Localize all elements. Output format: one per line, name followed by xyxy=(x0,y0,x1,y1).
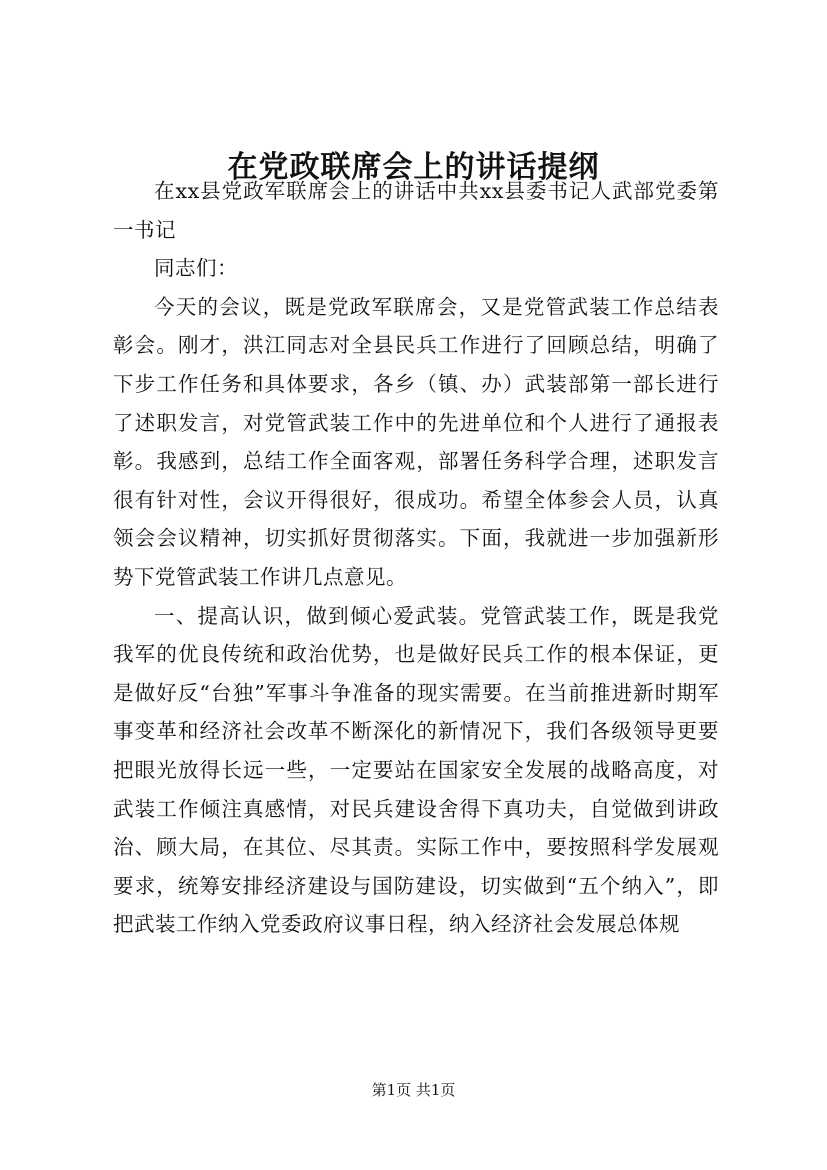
document-body xyxy=(113,172,719,944)
salutation-paragraph: 同志们： xyxy=(154,256,238,281)
body-paragraph-intro: 今天的会议，既是党政军联席会，又是党管武装工作总结表彰会。刚才，洪江同志对全县民兵工作进行了回顾总结，明确了下步工作任务和具体要求，各乡（镇、办）武装部第一部长进行了述职发言，对党管武装工作中的先进单位和个人进行了通报表彰。我感到，总结工作全面客观，部署任务科学合理，述职发言很有针对性，会议开得很好，很成功。希望全体参会人员，认真领会会议精神，切实抓好贯彻落实。下面，我就进一步加强新形势下党管武装工作讲几点意见。 xyxy=(113,294,719,589)
body-paragraph-section-one: 一、提高认识，做到倾心爱武装。党管武装工作，既是我党我军的优良传统和政治优势，也是做好民兵工作的根本保证，更是做好反“台独”军事斗争准备的现实需要。在当前推进新时期军事变革和经济社会改革不断深化的新情况下，我们各级领导更要把眼光放得长远一些，一定要站在国家安全发展的战略高度，对武装工作倾注真感情，对民兵建设舍得下真功夫，自觉做到讲政治、顾大局，在其位、尽其责。实际工作中，要按照科学发展观要求，统筹安排经济建设与国防建设，切实做到“五个纳入”，即把武装工作纳入党委政府议事日程，纳入经济社会发展总体规 xyxy=(113,603,719,937)
document-title: 在党政联席会上的讲话提纲 xyxy=(227,150,600,185)
subtitle-paragraph: 在xx县党政军联席会上的讲话中共xx县委书记人武部党委第一书记 xyxy=(113,179,719,242)
page-footer: 第1页 共1页 xyxy=(371,1081,456,1099)
